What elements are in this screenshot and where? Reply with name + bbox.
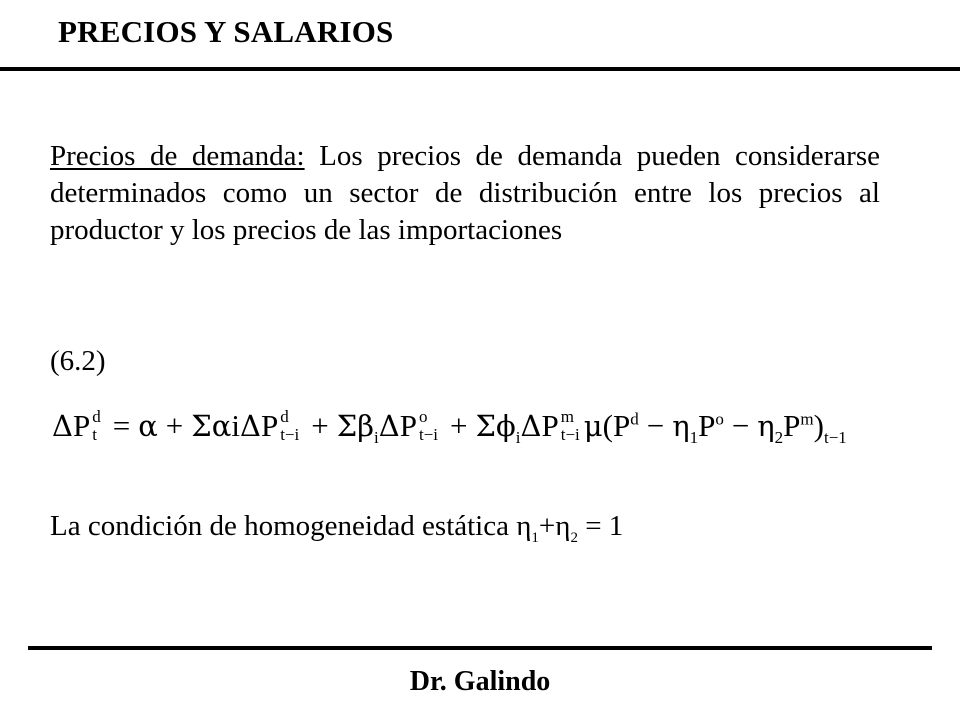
eq-minus: − [646, 408, 665, 443]
eq-close-paren: ) [813, 408, 824, 443]
eq-supsub [561, 408, 580, 444]
eq-p: P [612, 408, 631, 443]
eq-plus: + [450, 408, 468, 443]
eq-supsub [419, 408, 438, 444]
eq-equals: = [112, 408, 131, 443]
eq-sub: t−1 [823, 428, 847, 448]
eq-p: P [260, 408, 279, 443]
eq-p: P [698, 408, 716, 443]
equation-number: (6.2) [50, 345, 106, 377]
condition-sub: 1 [531, 529, 539, 546]
eq-sub: i [374, 428, 379, 448]
eq-sub: t [92, 424, 97, 444]
eq-eta: η [757, 409, 775, 443]
condition-text: La condición de homogeneidad estática [50, 510, 517, 542]
condition-eta: η [516, 510, 532, 542]
slide-title: PRECIOS Y SALARIOS [58, 14, 394, 49]
eq-p: P [783, 408, 801, 443]
condition-tail: = 1 [577, 510, 624, 542]
condition-plus: + [538, 510, 556, 542]
bottom-divider [28, 646, 932, 650]
paragraph-text: Los precios de demanda pueden considerarse determinados como un sector de distribución entre los precios al productor y los precios de las importaciones [50, 140, 880, 247]
eq-sup: d [92, 407, 101, 427]
eq-alpha: α [211, 409, 232, 443]
eq-delta: Δ [520, 409, 542, 443]
eq-sigma: Σ [191, 409, 212, 443]
eq-p: P [541, 408, 559, 443]
eq-sup: o [418, 407, 428, 427]
eq-supsub [92, 408, 101, 444]
eq-sup: o [715, 409, 724, 429]
eq-p: P [72, 408, 91, 443]
eq-delta: Δ [240, 409, 261, 443]
eq-plus: + [311, 408, 329, 443]
eq-mu: μ [583, 409, 603, 443]
eq-sub: 2 [774, 428, 784, 448]
eq-sup: m [560, 407, 574, 427]
eq-delta: Δ [52, 409, 73, 443]
condition-sub: 2 [570, 529, 578, 546]
eq-sub: 1 [689, 428, 699, 448]
eq-sup: d [280, 407, 289, 427]
eq-beta: β [357, 409, 375, 443]
eq-phi: ϕ [496, 409, 516, 443]
homogeneity-condition [50, 510, 623, 547]
top-divider [0, 67, 960, 71]
footer-author: Dr. Galindo [409, 666, 551, 697]
eq-open-paren: ( [602, 408, 613, 443]
eq-minus: − [731, 408, 750, 443]
eq-sub: t−i [280, 424, 300, 444]
eq-sub: t−i [560, 424, 580, 444]
eq-i: i [231, 408, 240, 443]
eq-sub: t−i [418, 424, 438, 444]
eq-alpha: α [138, 409, 158, 443]
body-paragraph [50, 138, 880, 249]
eq-p: P [399, 408, 417, 443]
equation [52, 407, 847, 448]
eq-sup: d [630, 409, 639, 429]
eq-delta: Δ [378, 409, 400, 443]
condition-eta: η [555, 510, 571, 542]
eq-eta: η [672, 409, 690, 443]
eq-plus: + [165, 408, 184, 443]
eq-sigma: Σ [475, 409, 496, 443]
eq-supsub [280, 408, 299, 444]
eq-sigma: Σ [336, 409, 358, 443]
paragraph-label: Precios de demanda: [50, 140, 305, 172]
eq-sup: m [800, 409, 814, 429]
eq-sub: i [515, 428, 521, 448]
